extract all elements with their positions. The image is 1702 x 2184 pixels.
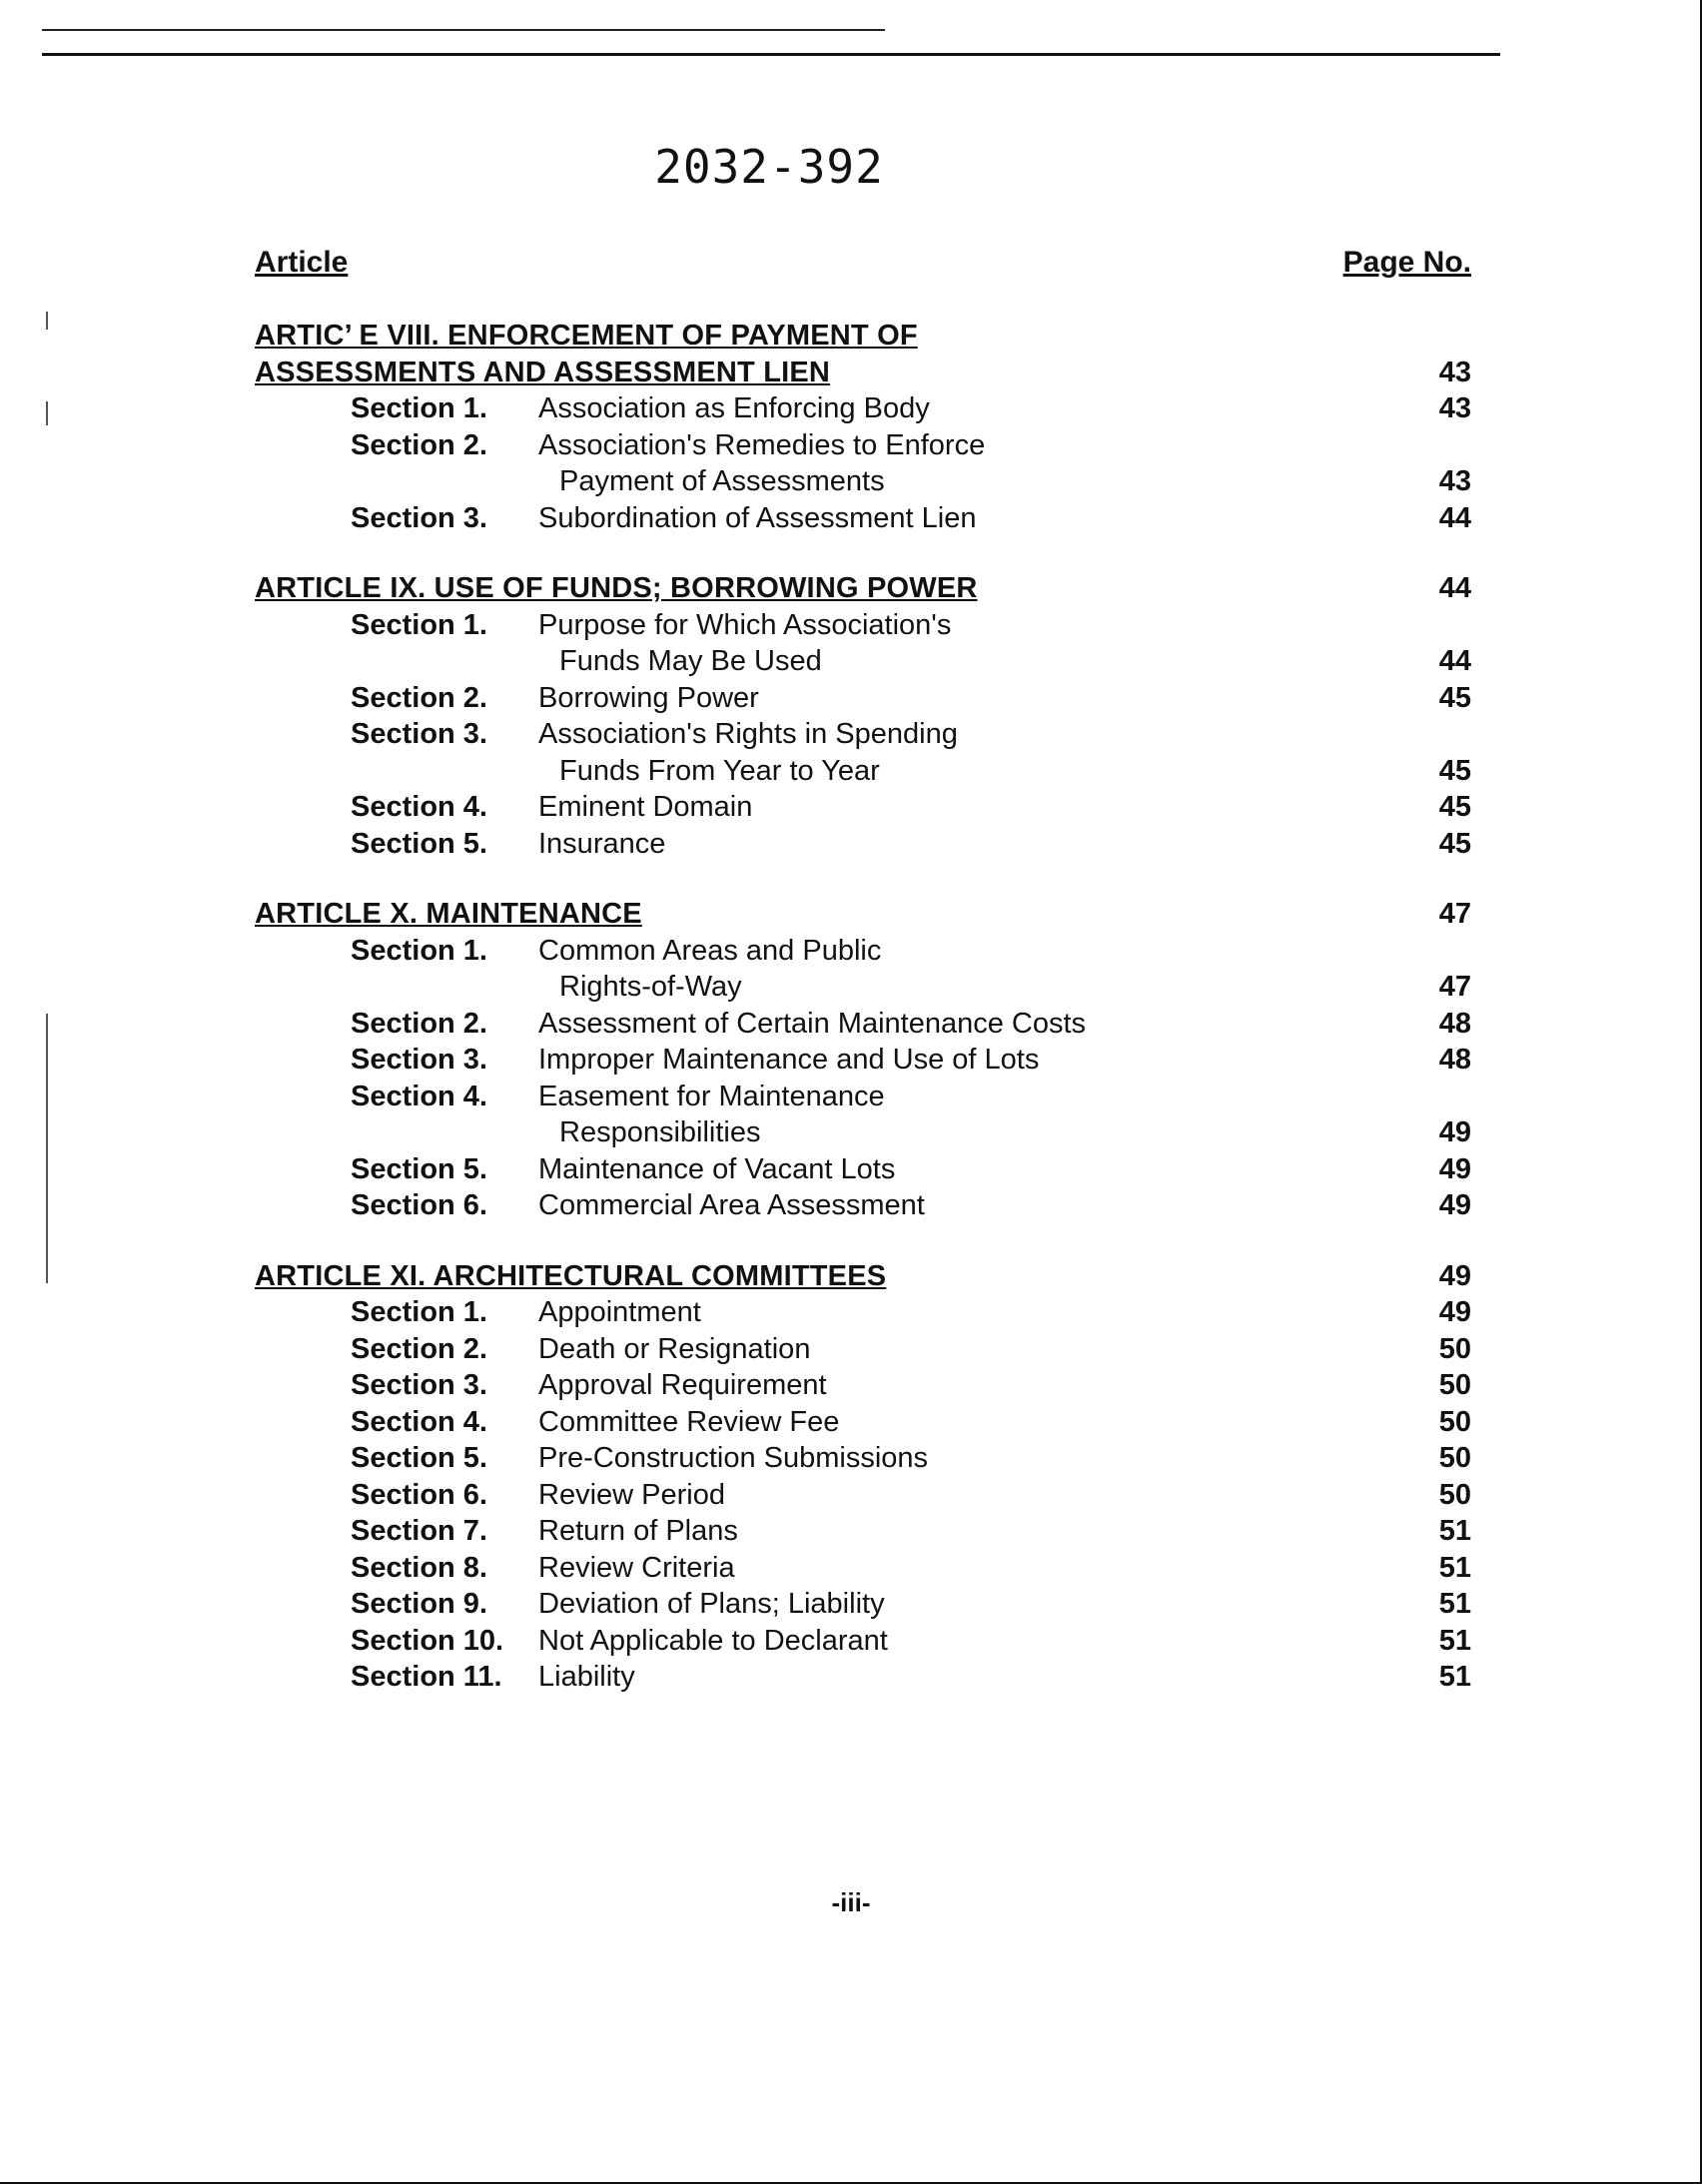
section-label: Section 2. [351, 1007, 487, 1040]
section-label: Section 2. [351, 681, 487, 714]
section-label: Section 2. [351, 1332, 487, 1365]
toc-section-row [255, 789, 1471, 826]
top-rule-short [42, 29, 885, 31]
section-title: Approval Requirement [538, 1369, 827, 1401]
section-title: Rights-of-Way [559, 971, 742, 1003]
toc-section-row [255, 933, 1471, 970]
article-page-number: 49 [1438, 1259, 1471, 1292]
article-block [255, 318, 1471, 536]
toc-section-row [255, 1331, 1471, 1368]
article-title: ARTICLE X. MAINTENANCE [255, 898, 642, 930]
table-of-contents [255, 318, 1471, 1696]
toc-section-row [255, 716, 1471, 753]
article-title-row [255, 570, 1471, 607]
section-title: Association as Enforcing Body [538, 392, 930, 424]
toc-section-row [255, 1114, 1471, 1151]
section-title: Death or Resignation [538, 1332, 811, 1365]
article-title: ASSESSMENTS AND ASSESSMENT LIEN [255, 356, 831, 388]
toc-section-row [255, 1404, 1471, 1441]
toc-section-row [255, 1440, 1471, 1477]
toc-section-row [255, 1659, 1471, 1696]
section-title: Return of Plans [538, 1515, 738, 1547]
article-title-row [255, 318, 1471, 355]
section-page-number: 51 [1438, 1515, 1471, 1547]
section-label: Section 4. [351, 791, 487, 823]
section-title: Liability [538, 1661, 635, 1693]
section-page-number: 49 [1438, 1189, 1471, 1221]
article-column-header: Article [255, 246, 349, 279]
toc-section-row [255, 1586, 1471, 1623]
section-page-number: 45 [1438, 681, 1471, 714]
section-page-number: 45 [1438, 754, 1471, 787]
section-title: Responsibilities [559, 1116, 761, 1148]
section-title: Deviation of Plans; Liability [538, 1588, 885, 1620]
section-label: Section 5. [351, 1442, 487, 1474]
section-label: Section 11. [351, 1661, 502, 1693]
section-page-number: 50 [1438, 1442, 1471, 1474]
toc-section-row [255, 1294, 1471, 1331]
section-title: Appointment [538, 1296, 701, 1328]
toc-section-row [255, 826, 1471, 863]
section-page-number: 43 [1438, 392, 1471, 424]
section-title: Review Period [538, 1478, 725, 1511]
section-page-number: 43 [1438, 465, 1471, 497]
toc-header [255, 246, 1471, 286]
section-page-number: 47 [1438, 971, 1471, 1003]
section-title: Commercial Area Assessment [538, 1189, 925, 1221]
toc-section-row [255, 1367, 1471, 1404]
section-page-number: 45 [1438, 791, 1471, 823]
article-title-row [255, 355, 1471, 391]
toc-section-row [255, 500, 1471, 537]
section-title: Funds May Be Used [559, 645, 822, 677]
section-page-number: 50 [1438, 1405, 1471, 1438]
section-label: Section 3. [351, 501, 487, 534]
section-title: Improper Maintenance and Use of Lots [538, 1044, 1040, 1076]
toc-section-row [255, 1623, 1471, 1660]
section-page-number: 48 [1438, 1044, 1471, 1076]
section-title: Eminent Domain [538, 791, 753, 823]
article-block [255, 896, 1471, 1224]
section-title: Association's Rights in Spending [538, 718, 958, 750]
section-title: Not Applicable to Declarant [538, 1624, 888, 1657]
toc-section-row [255, 1477, 1471, 1514]
section-title: Association's Remedies to Enforce [538, 428, 986, 461]
section-title: Insurance [538, 827, 666, 860]
article-title-row [255, 896, 1471, 933]
toc-section-row [255, 643, 1471, 680]
toc-section-row [255, 1079, 1471, 1115]
section-page-number: 50 [1438, 1478, 1471, 1511]
article-title: ARTICLE XI. ARCHITECTURAL COMMITTEES [255, 1259, 887, 1292]
page-number-footer: -iii- [831, 1887, 871, 1917]
section-page-number: 49 [1438, 1296, 1471, 1328]
section-title: Pre-Construction Submissions [538, 1442, 929, 1474]
section-page-number: 51 [1438, 1551, 1471, 1584]
toc-section-row [255, 607, 1471, 644]
section-label: Section 5. [351, 827, 487, 860]
section-label: Section 1. [351, 934, 487, 967]
margin-mark [46, 312, 48, 330]
section-label: Section 5. [351, 1152, 487, 1185]
article-page-number: 44 [1438, 572, 1471, 604]
section-page-number: 51 [1438, 1588, 1471, 1620]
toc-section-row [255, 1151, 1471, 1188]
toc-section-row [255, 390, 1471, 427]
section-label: Section 9. [351, 1588, 487, 1620]
section-label: Section 3. [351, 1369, 487, 1401]
toc-section-row [255, 463, 1471, 500]
article-page-number: 47 [1438, 898, 1471, 930]
section-label: Section 8. [351, 1551, 487, 1584]
section-label: Section 1. [351, 392, 487, 424]
section-page-number: 44 [1438, 645, 1471, 677]
section-label: Section 3. [351, 1044, 487, 1076]
toc-section-row [255, 1513, 1471, 1550]
section-title: Funds From Year to Year [559, 754, 880, 787]
section-label: Section 4. [351, 1080, 487, 1112]
top-rule-long [42, 53, 1500, 56]
section-page-number: 51 [1438, 1624, 1471, 1657]
section-title: Assessment of Certain Maintenance Costs [538, 1007, 1087, 1040]
section-page-number: 50 [1438, 1369, 1471, 1401]
toc-section-row [255, 427, 1471, 464]
section-page-number: 45 [1438, 827, 1471, 860]
section-label: Section 1. [351, 1296, 487, 1328]
section-label: Section 1. [351, 608, 487, 641]
section-page-number: 49 [1438, 1152, 1471, 1185]
section-title: Maintenance of Vacant Lots [538, 1152, 896, 1185]
section-page-number: 49 [1438, 1116, 1471, 1148]
section-label: Section 4. [351, 1405, 487, 1438]
article-title: ARTICLE IX. USE OF FUNDS; BORROWING POWER [255, 572, 978, 604]
section-label: Section 3. [351, 718, 487, 750]
toc-section-row [255, 1006, 1471, 1043]
section-page-number: 48 [1438, 1007, 1471, 1040]
section-title: Common Areas and Public [538, 934, 882, 967]
toc-section-row [255, 680, 1471, 717]
toc-section-row [255, 969, 1471, 1006]
section-title: Subordination of Assessment Lien [538, 501, 977, 534]
section-title: Committee Review Fee [538, 1405, 840, 1438]
article-title-row [255, 1258, 1471, 1295]
margin-mark [46, 1014, 48, 1283]
section-label: Section 10. [351, 1624, 504, 1657]
section-page-number: 50 [1438, 1332, 1471, 1365]
section-title: Borrowing Power [538, 681, 759, 714]
section-label: Section 7. [351, 1515, 487, 1547]
toc-section-row [255, 1042, 1471, 1079]
section-title: Easement for Maintenance [538, 1080, 885, 1112]
section-title: Payment of Assessments [559, 465, 885, 497]
toc-section-row [255, 1550, 1471, 1587]
toc-section-row [255, 753, 1471, 790]
section-page-number: 44 [1438, 501, 1471, 534]
section-label: Section 6. [351, 1189, 487, 1221]
page-no-column-header: Page No. [1342, 246, 1471, 279]
section-title: Purpose for Which Association's [538, 608, 952, 641]
document-code: 2032-392 [654, 140, 884, 194]
section-title: Review Criteria [538, 1551, 735, 1584]
article-page-number: 43 [1438, 356, 1471, 388]
margin-mark [46, 401, 48, 425]
toc-section-row [255, 1187, 1471, 1224]
article-block [255, 570, 1471, 862]
section-label: Section 6. [351, 1478, 487, 1511]
article-block [255, 1258, 1471, 1696]
article-title: ARTIC’ E VIII. ENFORCEMENT OF PAYMENT OF [255, 320, 918, 352]
section-label: Section 2. [351, 428, 487, 461]
section-page-number: 51 [1438, 1661, 1471, 1693]
